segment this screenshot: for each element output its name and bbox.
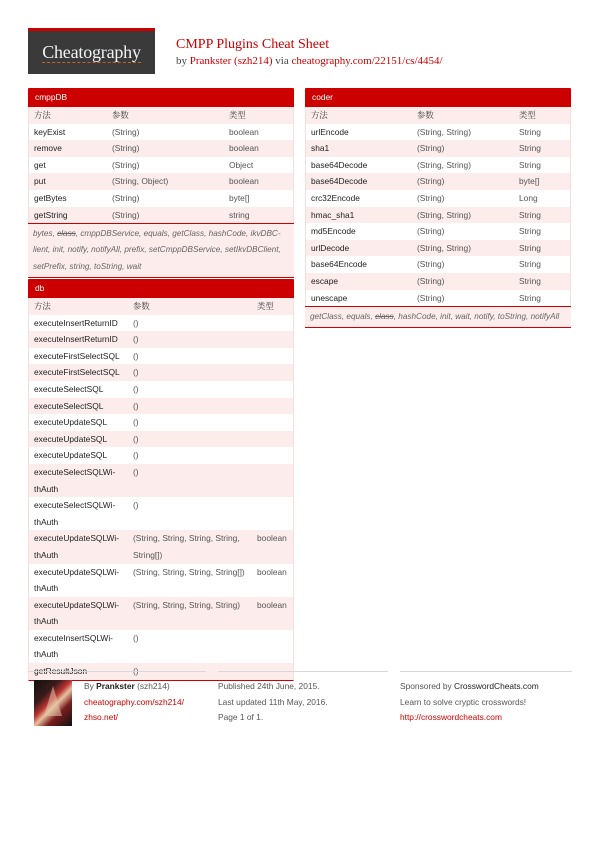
- method-params: (): [133, 400, 139, 411]
- sponsor-tagline: Learn to solve cryptic crosswords!: [400, 696, 527, 707]
- table-row: [28, 381, 294, 398]
- method-name: getBytes: [34, 192, 67, 203]
- method-name: hmac_sha1: [311, 209, 355, 220]
- method-name: executeUpdateSQL: [34, 417, 108, 428]
- footer-author: [28, 671, 206, 726]
- table-row: [305, 157, 571, 174]
- method-type: [257, 414, 288, 431]
- method-type: String: [519, 292, 541, 303]
- method-params: (): [133, 433, 139, 444]
- method-type: [257, 630, 288, 663]
- method-type: boolean: [257, 533, 287, 544]
- method-params: (String): [417, 143, 445, 154]
- method-type: [257, 381, 288, 398]
- method-name: executeUpdateSQLWi-thAuth: [34, 533, 120, 560]
- method-params: (): [133, 317, 139, 328]
- notes-strikethrough: class: [57, 229, 76, 239]
- method-params: (String): [417, 192, 445, 203]
- table-row: [28, 630, 294, 663]
- method-name: executeInsertSQLWi-thAuth: [34, 632, 113, 660]
- method-params: (String): [112, 126, 140, 137]
- title-block: [176, 37, 443, 68]
- method-name: sha1: [311, 143, 330, 154]
- column-header-method: 方法: [311, 110, 328, 120]
- footer-dates: [218, 671, 388, 726]
- notes-text: bytes,: [33, 229, 58, 239]
- column-header-method: 方法: [34, 110, 51, 120]
- method-name: escape: [311, 275, 339, 286]
- column-header-params: 参数: [133, 301, 150, 311]
- table-row: [28, 331, 294, 348]
- column-header-method: 方法: [34, 301, 51, 311]
- section-notes: [305, 306, 571, 328]
- method-params: (String): [112, 192, 140, 203]
- method-type: [257, 497, 288, 530]
- method-type: boolean: [229, 176, 259, 187]
- table-row: [305, 140, 571, 157]
- method-name: base64Decode: [311, 159, 368, 170]
- sponsor-line: [400, 679, 572, 695]
- method-params: (String): [112, 143, 140, 154]
- method-type: byte[]: [519, 176, 540, 187]
- table-row: [28, 447, 294, 464]
- updated-date: Last updated 11th May, 2016.: [218, 696, 328, 707]
- table-row: [28, 140, 294, 157]
- column-header-type: 类型: [257, 301, 274, 311]
- section-title: cmppDB: [28, 88, 294, 107]
- table-row: [28, 364, 294, 381]
- method-type: [257, 364, 288, 381]
- section-db: [28, 279, 294, 681]
- table-row: [305, 290, 571, 307]
- method-type: [257, 315, 288, 332]
- table-row: [28, 348, 294, 365]
- section-title: db: [28, 279, 294, 298]
- method-params: (String): [417, 226, 445, 237]
- method-name: executeUpdateSQL: [34, 433, 108, 444]
- notes-text: getClass, equals,: [310, 312, 376, 322]
- method-params: (): [133, 500, 139, 511]
- column-header-params: 参数: [417, 110, 434, 120]
- method-name: executeInsertReturnID: [34, 317, 118, 328]
- column-header-type: 类型: [519, 110, 536, 120]
- column-header-params: 参数: [112, 110, 129, 120]
- page-title: CMPP Plugins Cheat Sheet: [176, 37, 330, 52]
- table-row: [28, 530, 294, 563]
- method-params: (): [133, 632, 139, 643]
- method-params: (): [133, 450, 139, 461]
- author-site-link[interactable]: zhso.net/: [84, 712, 118, 723]
- author-profile-link[interactable]: cheatography.com/szh214/: [84, 696, 184, 707]
- table-header: [305, 107, 571, 124]
- table-row: [28, 157, 294, 174]
- method-name: urlDecode: [311, 242, 350, 253]
- method-name: executeSelectSQL: [34, 400, 104, 411]
- table-row: [305, 240, 571, 257]
- table-row: [28, 497, 294, 530]
- sponsor-link[interactable]: http://crosswordcheats.com: [400, 712, 502, 723]
- method-name: getString: [34, 209, 68, 220]
- table-row: [305, 223, 571, 240]
- method-params: (String): [112, 159, 140, 170]
- method-name: get: [34, 159, 46, 170]
- author-avatar[interactable]: [34, 680, 72, 726]
- table-row: [28, 124, 294, 141]
- method-params: (String, Object): [112, 176, 169, 187]
- author-link[interactable]: Prankster (szh214): [189, 55, 273, 67]
- method-name: base64Decode: [311, 176, 368, 187]
- notes-text: , cmppDBService, equals, getClass, hashCode, ikvDBClient, init, notify, notifyAll, prefix, setCmppDBService, setIkvDBClient, setPrefix, string, toString, wait: [33, 229, 281, 271]
- method-name: urlEncode: [311, 126, 349, 137]
- method-name: executeSelectSQLWi-thAuth: [34, 500, 116, 527]
- method-params: (String, String): [417, 159, 471, 170]
- column-header-type: 类型: [229, 110, 246, 120]
- sponsor-prefix: Sponsored by: [400, 681, 455, 691]
- section-cmppdb: [28, 88, 294, 278]
- table-row: [305, 124, 571, 141]
- table-row: [28, 173, 294, 190]
- method-type: [257, 447, 288, 464]
- method-params: (String): [417, 259, 445, 270]
- method-params: (String): [112, 209, 140, 220]
- method-type: byte[]: [229, 192, 250, 203]
- method-name: getResultJson: [34, 666, 88, 677]
- published-date: Published 24th June, 2015.: [218, 681, 320, 691]
- method-params: (String, String, String, String, String[]): [133, 533, 240, 560]
- author-handle: (szh214): [134, 681, 170, 691]
- table-row: [28, 414, 294, 431]
- method-name: executeInsertReturnID: [34, 334, 118, 345]
- table-row: [28, 207, 294, 224]
- method-params: (String, String, String, String): [133, 599, 241, 610]
- table-row: [305, 173, 571, 190]
- table-row: [28, 431, 294, 448]
- table-header: [28, 107, 294, 124]
- section-notes: [28, 223, 294, 278]
- method-params: (): [133, 466, 139, 477]
- table-row: [305, 190, 571, 207]
- method-name: remove: [34, 143, 62, 154]
- method-name: put: [34, 176, 46, 187]
- cheatography-logo[interactable]: [28, 28, 155, 74]
- footer-sponsor: [400, 671, 572, 726]
- table-row: [305, 207, 571, 224]
- method-params: (String): [417, 292, 445, 303]
- sponsor-name-link[interactable]: CrosswordCheats.com: [454, 681, 539, 691]
- method-type: [257, 331, 288, 348]
- method-name: crc32Encode: [311, 192, 360, 203]
- table-header: [28, 298, 294, 315]
- table-row: [305, 256, 571, 273]
- method-type: boolean: [229, 126, 259, 137]
- method-name: executeFirstSelectSQL: [34, 367, 120, 378]
- method-name: unescape: [311, 292, 348, 303]
- method-params: (): [133, 666, 139, 677]
- method-type: Object: [229, 159, 254, 170]
- method-type: String: [519, 143, 541, 154]
- method-type: boolean: [257, 599, 287, 610]
- method-name: executeFirstSelectSQL: [34, 350, 120, 361]
- method-type: [257, 431, 288, 448]
- byline: [176, 54, 443, 68]
- method-params: (): [133, 383, 139, 394]
- method-name: executeSelectSQL: [34, 383, 104, 394]
- method-type: string: [229, 209, 250, 220]
- byline-via: via: [272, 55, 292, 67]
- method-type: String: [519, 275, 541, 286]
- method-name: keyExist: [34, 126, 66, 137]
- author-line: [84, 679, 206, 695]
- method-params: (String, String): [417, 126, 471, 137]
- method-type: boolean: [229, 143, 259, 154]
- table-row: [28, 190, 294, 207]
- method-type: String: [519, 242, 541, 253]
- method-type: boolean: [257, 566, 287, 577]
- method-name: executeUpdateSQLWi-thAuth: [34, 599, 120, 627]
- table-row: [28, 564, 294, 597]
- method-name: executeUpdateSQLWi-thAuth: [34, 566, 120, 594]
- method-params: (String, String, String, String[]): [133, 566, 245, 577]
- notes-strikethrough: class: [375, 312, 394, 322]
- notes-text: , hashCode, init, wait, notify, toString, notifyAll: [393, 312, 560, 322]
- table-row: [28, 597, 294, 630]
- byline-prefix: by: [176, 55, 190, 67]
- method-params: (String): [417, 275, 445, 286]
- method-params: (String, String): [417, 242, 471, 253]
- section-title: coder: [305, 88, 571, 107]
- method-name: base64Encode: [311, 259, 367, 270]
- section-coder: [305, 88, 571, 328]
- method-params: (): [133, 350, 139, 361]
- method-type: [257, 398, 288, 415]
- logo-text: Cheatography: [42, 41, 141, 62]
- method-type: Long: [519, 192, 538, 203]
- method-params: (String, String): [417, 209, 471, 220]
- page-count: Page 1 of 1.: [218, 712, 264, 723]
- method-type: String: [519, 209, 541, 220]
- method-params: (String): [417, 176, 445, 187]
- method-type: String: [519, 259, 541, 270]
- method-name: executeSelectSQLWi-thAuth: [34, 466, 116, 494]
- method-params: (): [133, 367, 139, 378]
- method-name: executeUpdateSQL: [34, 450, 108, 461]
- method-type: [257, 464, 288, 497]
- method-type: String: [519, 126, 541, 137]
- table-row: [28, 398, 294, 415]
- method-params: (): [133, 334, 139, 345]
- table-row: [28, 315, 294, 332]
- by-label: By: [84, 681, 97, 691]
- method-params: (): [133, 417, 139, 428]
- author-name-link[interactable]: Prankster: [96, 681, 135, 691]
- method-type: String: [519, 159, 541, 170]
- table-row: [305, 273, 571, 290]
- sheet-url-link[interactable]: cheatography.com/22151/cs/4454/: [291, 55, 443, 67]
- method-type: [257, 348, 288, 365]
- method-type: String: [519, 226, 541, 237]
- table-row: [28, 464, 294, 497]
- method-name: md5Encode: [311, 226, 356, 237]
